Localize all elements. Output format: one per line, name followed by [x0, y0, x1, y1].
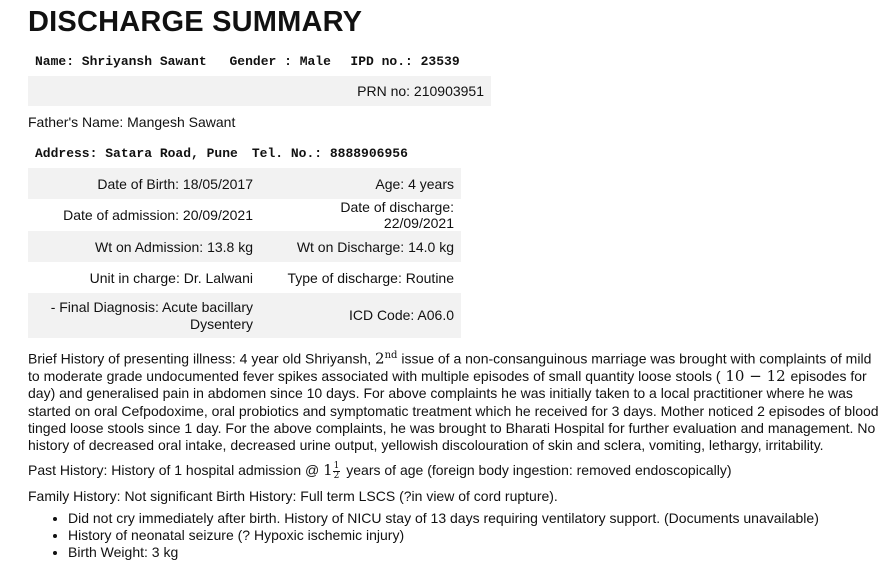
stool-episode-range: 10 − 12 [720, 366, 791, 385]
weight-on-discharge: Wt on Discharge: 14.0 kg [260, 231, 461, 262]
date-of-admission: Date of admission: 20/09/2021 [63, 207, 253, 223]
admission-details-table [28, 168, 461, 338]
address: Address: Satara Road, Pune [35, 145, 238, 161]
patient-header-table [28, 46, 491, 106]
age-fraction-denominator: 2 [333, 471, 340, 481]
age-whole: 1 [323, 461, 333, 480]
unit-in-charge: Unit in charge: Dr. Lalwani [89, 269, 253, 286]
list-item: • History of neonatal seizure (? Hypoxic ischemic injury) [68, 527, 819, 544]
list-item: • Did not cry immediately after birth. History of NICU stay of 13 days requiring ventilatory support. (Documents unavailable) [68, 510, 819, 527]
contact-table [28, 138, 415, 168]
brief-history-text-3: episodes for day) and generalised pain in abdomen since 10 days. For above complaints he was initially taken to a local practitioner where he was started on oral Cefpodoxime, oral probiotics and symptomatic treatment which he received for 3 days. Mother noticed 2 episodes of blood tinged loose stools since 1 day. For the above complaints, he was brought to Bharati Hospital for further evaluation and management. No history of decreased oral intake, decreased urine output, yellowish discolouration of skin and sclera, vomiting, lethargy, irritability. [28, 367, 879, 454]
date-of-discharge: Date of discharge: 22/09/2021 [340, 199, 454, 231]
past-history-prefix: Past History: History of 1 hospital admission @ [28, 462, 324, 479]
final-diagnosis [28, 293, 260, 338]
brief-history-text-2: issue of a non-consanguinous marriage was brought with complaints of mild to moderate grade undocumented fever spikes associated with multiple episodes of small quantity loose stools ( [28, 350, 872, 384]
father-name: Father's Name: Mangesh Sawant [28, 114, 236, 130]
patient-name: Name: Shriyansh Sawant [35, 53, 207, 69]
sibling-order-suffix: nd [384, 350, 398, 361]
past-history [28, 462, 880, 481]
telephone: Tel. No.: 8888906956 [251, 145, 408, 161]
ipd-number: IPD no.: 23539 [350, 53, 460, 69]
sibling-order: 2 [375, 349, 385, 368]
prn-number: PRN no: 210903951 [343, 76, 491, 106]
final-diagnosis-line-2: Dysentery [189, 315, 253, 332]
age: Age: 4 years [260, 168, 461, 199]
family-history: Family History: Not significant Birth History: Full term LSCS (?in view of cord rupture). [28, 488, 558, 504]
type-of-discharge: Type of discharge: Routine [287, 269, 454, 286]
page-title: DISCHARGE SUMMARY [28, 6, 363, 38]
age-fraction-numerator: 1 [333, 461, 340, 471]
list-item: • Birth Weight: 3 kg [68, 544, 819, 561]
date-of-birth: Date of Birth: 18/05/2017 [28, 168, 260, 199]
age-fraction [333, 462, 341, 481]
brief-history-text-1: Brief History of presenting illness: 4 year old Shriyansh, [28, 350, 376, 367]
brief-history-paragraph [28, 347, 880, 454]
past-history-suffix: years of age (foreign body ingestion: removed endoscopically) [342, 462, 732, 479]
patient-gender: Gender : Male [229, 53, 331, 69]
birth-history-list [28, 510, 819, 561]
icd-code: ICD Code: A06.0 [260, 293, 461, 338]
final-diagnosis-line-1: - Final Diagnosis: Acute bacillary [50, 298, 253, 315]
weight-on-admission: Wt on Admission: 13.8 kg [28, 231, 260, 262]
